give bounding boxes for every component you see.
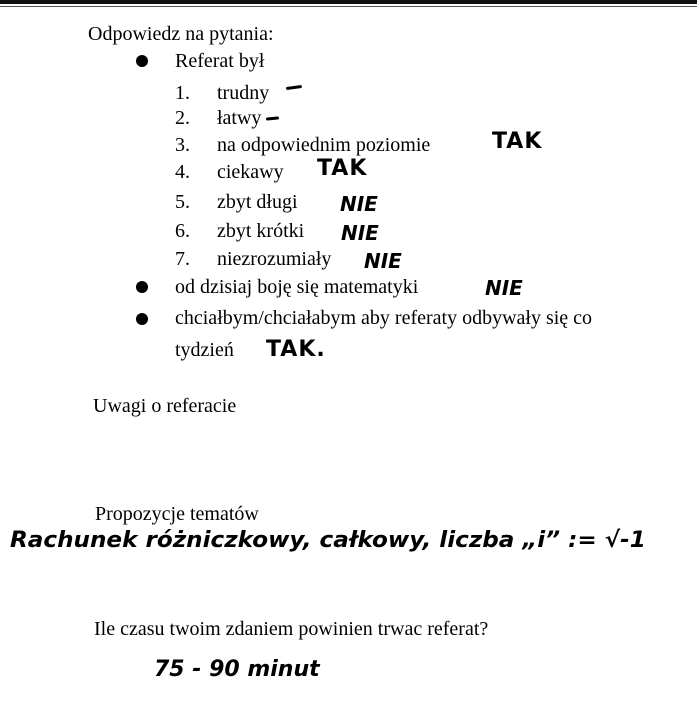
item-5-label: zbyt długi bbox=[217, 191, 298, 213]
topics-label: Propozycje tematów bbox=[95, 503, 259, 525]
item-2-answer-dash bbox=[266, 116, 279, 120]
item-7-label: niezrozumiały bbox=[217, 248, 332, 270]
duration-question: Ile czasu twoim zdaniem powinien trwac referat? bbox=[94, 618, 489, 640]
item-7-number: 7. bbox=[175, 248, 190, 270]
bullet-weekly-line2: tydzień bbox=[175, 339, 234, 361]
duration-answer: 75 - 90 minut bbox=[154, 657, 320, 682]
top-border bbox=[0, 0, 697, 4]
bullet-dot bbox=[136, 55, 148, 67]
item-7-answer: NIE bbox=[364, 249, 402, 273]
item-1-answer-dash bbox=[286, 85, 302, 90]
item-3-answer: TAK bbox=[492, 129, 543, 154]
bullet-math-fear-answer: NIE bbox=[485, 276, 523, 300]
item-4-answer: TAK bbox=[317, 156, 368, 181]
bullet-weekly-line1: chciałbym/chciałabym aby referaty odbywały się co bbox=[175, 307, 593, 329]
item-3-number: 3. bbox=[175, 134, 190, 156]
item-6-answer: NIE bbox=[341, 221, 379, 245]
bullet-referat: Referat był bbox=[175, 50, 265, 72]
bullet-weekly-answer: TAK. bbox=[266, 337, 326, 362]
remarks-label: Uwagi o referacie bbox=[93, 395, 237, 417]
topics-handwritten: Rachunek różniczkowy, całkowy, liczba „i” := √-1 bbox=[10, 528, 646, 553]
bullet-dot bbox=[136, 281, 148, 293]
item-1-label: trudny bbox=[217, 82, 270, 104]
bullet-dot bbox=[136, 313, 148, 325]
item-4-label: ciekawy bbox=[217, 161, 284, 183]
item-6-label: zbyt krótki bbox=[217, 220, 305, 242]
bullet-math-fear: od dzisiaj boję się matematyki bbox=[175, 276, 419, 298]
item-2-label: łatwy bbox=[217, 107, 262, 129]
heading: Odpowiedz na pytania: bbox=[88, 23, 274, 45]
item-1-number: 1. bbox=[175, 82, 190, 104]
item-5-number: 5. bbox=[175, 191, 190, 213]
item-2-number: 2. bbox=[175, 107, 190, 129]
item-6-number: 6. bbox=[175, 220, 190, 242]
item-4-number: 4. bbox=[175, 161, 190, 183]
top-border-thin bbox=[0, 6, 697, 7]
item-5-answer: NIE bbox=[340, 192, 378, 216]
item-3-label: na odpowiednim poziomie bbox=[217, 134, 431, 156]
